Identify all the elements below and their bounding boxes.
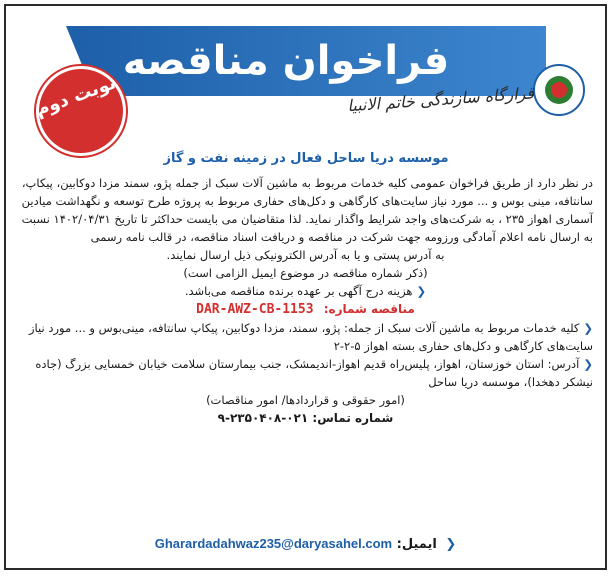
company-subtitle: موسسه دریا ساحل فعال در زمینه نفت و گاز xyxy=(163,151,449,166)
emblem-center-icon xyxy=(545,76,573,104)
tender-code: DAR-AWZ-CB-1153 xyxy=(196,302,314,317)
announcement-body xyxy=(18,174,593,427)
advertisement-frame xyxy=(4,4,607,570)
header xyxy=(6,6,605,121)
email-address[interactable]: Gharardadahwaz235@daryasahel.com xyxy=(154,536,393,551)
emblem-icon xyxy=(533,64,585,116)
tender-number xyxy=(18,300,593,319)
bullet-icon: ❮ xyxy=(416,284,427,298)
email-label: ایمیل: xyxy=(396,537,437,552)
organization-name: قرارگاه سازندگی خاتم الانبیا xyxy=(346,83,535,116)
tender-label: مناقصه شماره: xyxy=(323,302,415,316)
page-title: فراخوان مناقصه xyxy=(122,38,450,84)
intro-paragraph: در نظر دارد از طریق فراخوان عمومی کلیه خدمات مربوط به ماشین آلات سبک از جمله پژو، سمند مزدا دوکابین، پیکاپ، سانتافه، مینی بوس و ... مورد نیاز سایت‌های کارگاهی و دکل‌های حفاری مربوط به پروژه طرح توسعه و نگهداشت میادین آسماری اهواز ۲۳۵ ، به شرکت‌های واجد شرایط واگذار نماید. لذا متقاضیان می بایست حداکثر تا تاریخ ۱۴۰۲/۰۴/۳۱ نسبت به ارسال نامه اعلام آمادگی ورزومه جهت شرکت در مناقصه و دریافت اسناد مناقصه، در قالب نامه رسمی xyxy=(21,176,593,244)
address-text: آدرس: استان خوزستان، اهواز، پلیس‌راه قدیم اهواز-اندیمشک، جنب بیمارستان سلامت خیابان خمسایی بزرگ (جاده نیشکر دهخدا)، موسسه دریا ساحل xyxy=(35,357,593,389)
scope-text: کلیه خدمات مربوط به ماشین آلات سبک از جمله: پژو، سمند، مزدا دوکابین، پیکاپ سانتافه، مینی‌بوس و ... مورد نیاز سایت‌های کارگاهی و دکل‌های حفاری بسته اهواز ۵-۲-۲ xyxy=(28,321,593,353)
phone-label: شماره تماس: xyxy=(312,411,394,425)
contact-line xyxy=(18,409,593,427)
cost-line xyxy=(18,282,593,300)
round-badge-label: نوبت دوم xyxy=(32,72,119,121)
note-line: (ذکر شماره مناقصه در موضوع ایمیل الزامی است) xyxy=(183,266,428,280)
department-line: (امور حقوقی و قراردادها/ امور مناقصات) xyxy=(206,393,405,407)
bullet-icon: ❮ xyxy=(583,357,593,371)
bullet-icon: ❮ xyxy=(583,321,593,335)
bullet-icon: ❮ xyxy=(445,537,457,552)
cost-text: هزینه درج آگهی بر عهده برنده مناقصه می‌باشد. xyxy=(184,284,413,298)
address-paragraph xyxy=(18,355,593,391)
scope-paragraph xyxy=(18,319,593,355)
phone-number: ۰۲۱-۲۳۵۰۴۰۸-۹ xyxy=(217,411,309,425)
post-line: به آدرس پستی و یا به آدرس الکترونیکی ذیل ارسال نمایند. xyxy=(166,248,445,262)
email-line xyxy=(18,536,593,552)
